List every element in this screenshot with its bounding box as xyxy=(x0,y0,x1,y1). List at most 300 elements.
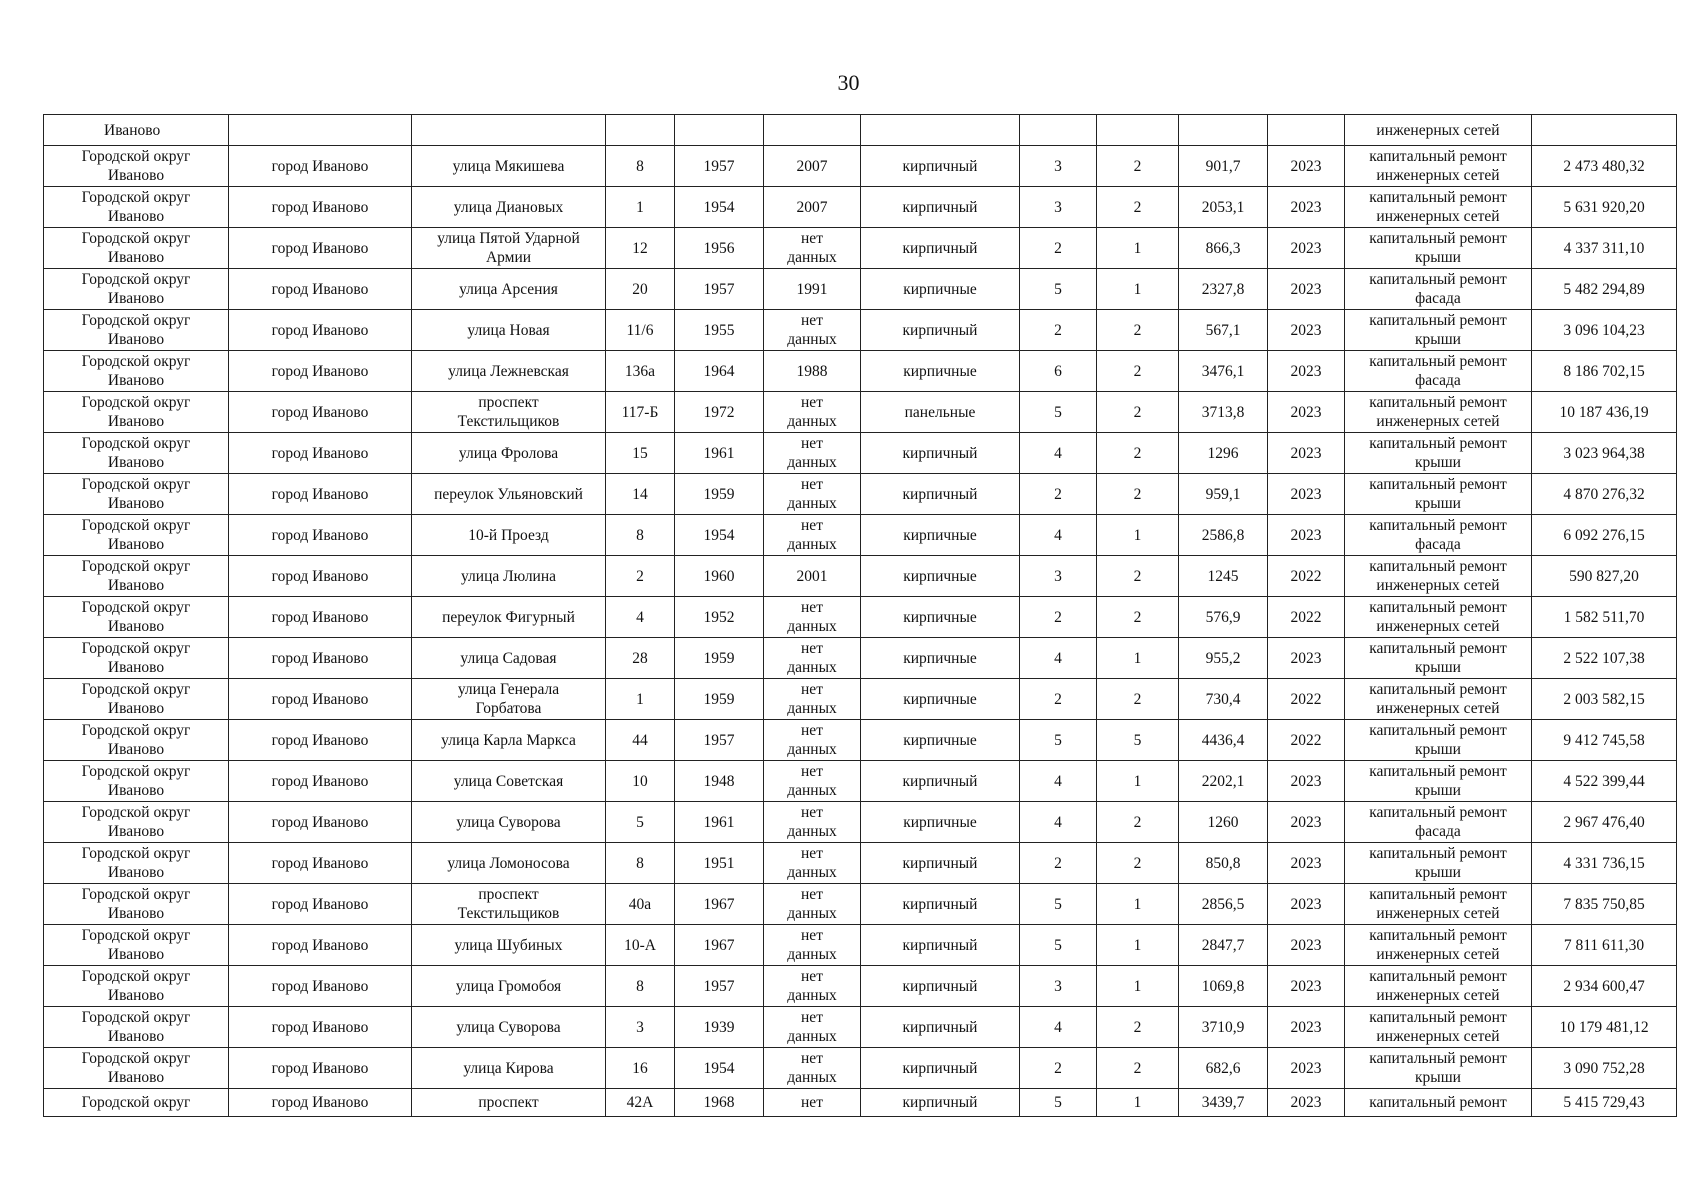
cell-house-number: 4 xyxy=(606,597,675,638)
cell-cost: 10 179 481,12 xyxy=(1532,1007,1677,1048)
cell-year-renovated: нет данных xyxy=(764,433,861,474)
cell-municipality: Городской округ Иваново xyxy=(44,966,229,1007)
cell-street: улица Арсения xyxy=(412,269,606,310)
cell-year-built: 1956 xyxy=(675,228,764,269)
table-row xyxy=(44,392,1677,433)
cell-year-renovated: нет данных xyxy=(764,1048,861,1089)
cell-street: улица Люлина xyxy=(412,556,606,597)
cell-house-number: 11/6 xyxy=(606,310,675,351)
page-number: 30 xyxy=(837,70,860,95)
cell-area: 2327,8 xyxy=(1179,269,1268,310)
cell-settlement xyxy=(229,115,412,146)
cell-year-renovated: нет данных xyxy=(764,925,861,966)
cell-municipality: Городской округ Иваново xyxy=(44,720,229,761)
table-row xyxy=(44,966,1677,1007)
cell-street: улица Советская xyxy=(412,761,606,802)
cell-wall-material: кирпичные xyxy=(861,351,1020,392)
cell-year-renovated: 1991 xyxy=(764,269,861,310)
cell-repair-work: капитальный ремонт инженерных сетей xyxy=(1345,146,1532,187)
cell-repair-year: 2023 xyxy=(1268,761,1345,802)
cell-house-number: 1 xyxy=(606,187,675,228)
cell-settlement: город Иваново xyxy=(229,843,412,884)
cell-house-number: 1 xyxy=(606,679,675,720)
cell-repair-work: капитальный ремонт крыши xyxy=(1345,433,1532,474)
cell-year-built: 1959 xyxy=(675,474,764,515)
cell-floors: 4 xyxy=(1020,515,1097,556)
cell-cost xyxy=(1532,115,1677,146)
cell-year-renovated: нет данных xyxy=(764,392,861,433)
cell-entrances: 1 xyxy=(1097,228,1179,269)
cell-cost: 590 827,20 xyxy=(1532,556,1677,597)
cell-year-renovated: нет данных xyxy=(764,515,861,556)
cell-year-renovated: нет данных xyxy=(764,720,861,761)
table-row xyxy=(44,310,1677,351)
cell-repair-work: капитальный ремонт крыши xyxy=(1345,761,1532,802)
table-row xyxy=(44,679,1677,720)
cell-street: 10-й Проезд xyxy=(412,515,606,556)
cell-wall-material: кирпичный xyxy=(861,1048,1020,1089)
cell-year-built xyxy=(675,115,764,146)
cell-wall-material: кирпичные xyxy=(861,515,1020,556)
cell-house-number: 2 xyxy=(606,556,675,597)
cell-year-built: 1967 xyxy=(675,884,764,925)
table-row xyxy=(44,146,1677,187)
cell-year-built: 1959 xyxy=(675,679,764,720)
cell-floors: 2 xyxy=(1020,843,1097,884)
cell-floors xyxy=(1020,115,1097,146)
cell-entrances: 2 xyxy=(1097,679,1179,720)
cell-floors: 4 xyxy=(1020,802,1097,843)
cell-wall-material: кирпичный xyxy=(861,884,1020,925)
cell-repair-work: капитальный ремонт крыши xyxy=(1345,228,1532,269)
cell-floors: 2 xyxy=(1020,310,1097,351)
cell-street: улица Кирова xyxy=(412,1048,606,1089)
cell-repair-work: капитальный ремонт фасада xyxy=(1345,515,1532,556)
cell-house-number: 10-А xyxy=(606,925,675,966)
table-row xyxy=(44,1089,1677,1117)
cell-entrances: 2 xyxy=(1097,556,1179,597)
cell-repair-year: 2022 xyxy=(1268,679,1345,720)
cell-entrances: 2 xyxy=(1097,802,1179,843)
cell-wall-material: кирпичный xyxy=(861,1089,1020,1117)
cell-settlement: город Иваново xyxy=(229,269,412,310)
cell-year-built: 1954 xyxy=(675,515,764,556)
cell-repair-year: 2023 xyxy=(1268,1089,1345,1117)
cell-area: 2202,1 xyxy=(1179,761,1268,802)
cell-year-built: 1954 xyxy=(675,1048,764,1089)
cell-wall-material: кирпичные xyxy=(861,802,1020,843)
cell-repair-work: капитальный ремонт крыши xyxy=(1345,474,1532,515)
cell-year-built: 1939 xyxy=(675,1007,764,1048)
cell-cost: 8 186 702,15 xyxy=(1532,351,1677,392)
cell-street: улица Садовая xyxy=(412,638,606,679)
cell-repair-year: 2023 xyxy=(1268,310,1345,351)
cell-year-built: 1961 xyxy=(675,802,764,843)
cell-cost: 2 934 600,47 xyxy=(1532,966,1677,1007)
cell-repair-year: 2023 xyxy=(1268,966,1345,1007)
cell-settlement: город Иваново xyxy=(229,433,412,474)
cell-wall-material: кирпичный xyxy=(861,146,1020,187)
cell-year-built: 1972 xyxy=(675,392,764,433)
cell-area: 1069,8 xyxy=(1179,966,1268,1007)
cell-area: 567,1 xyxy=(1179,310,1268,351)
cell-cost: 5 631 920,20 xyxy=(1532,187,1677,228)
table-row xyxy=(44,515,1677,556)
cell-repair-work: капитальный ремонт фасада xyxy=(1345,269,1532,310)
cell-street: улица Суворова xyxy=(412,802,606,843)
cell-cost: 4 337 311,10 xyxy=(1532,228,1677,269)
cell-cost: 9 412 745,58 xyxy=(1532,720,1677,761)
cell-repair-work: капитальный ремонт инженерных сетей xyxy=(1345,966,1532,1007)
cell-cost: 3 096 104,23 xyxy=(1532,310,1677,351)
cell-entrances: 1 xyxy=(1097,761,1179,802)
cell-street: улица Карла Маркса xyxy=(412,720,606,761)
cell-repair-year: 2023 xyxy=(1268,1007,1345,1048)
cell-year-renovated: 2001 xyxy=(764,556,861,597)
cell-year-renovated: нет xyxy=(764,1089,861,1117)
cell-wall-material: кирпичные xyxy=(861,679,1020,720)
table-row xyxy=(44,884,1677,925)
cell-municipality: Городской округ Иваново xyxy=(44,351,229,392)
cell-settlement: город Иваново xyxy=(229,187,412,228)
cell-repair-year: 2023 xyxy=(1268,515,1345,556)
cell-floors: 4 xyxy=(1020,761,1097,802)
cell-municipality: Городской округ Иваново xyxy=(44,1007,229,1048)
cell-floors: 5 xyxy=(1020,269,1097,310)
cell-area: 955,2 xyxy=(1179,638,1268,679)
cell-house-number: 12 xyxy=(606,228,675,269)
cell-cost: 2 473 480,32 xyxy=(1532,146,1677,187)
cell-repair-year: 2023 xyxy=(1268,392,1345,433)
cell-settlement: город Иваново xyxy=(229,884,412,925)
cell-house-number: 40а xyxy=(606,884,675,925)
cell-wall-material: кирпичный xyxy=(861,1007,1020,1048)
cell-year-renovated: нет данных xyxy=(764,884,861,925)
housing-repair-table xyxy=(43,114,1677,1117)
cell-area: 901,7 xyxy=(1179,146,1268,187)
cell-entrances: 2 xyxy=(1097,474,1179,515)
cell-year-built: 1957 xyxy=(675,720,764,761)
cell-repair-work: капитальный ремонт инженерных сетей xyxy=(1345,556,1532,597)
cell-area xyxy=(1179,115,1268,146)
cell-area: 850,8 xyxy=(1179,843,1268,884)
cell-repair-year: 2023 xyxy=(1268,884,1345,925)
cell-house-number: 8 xyxy=(606,966,675,1007)
cell-year-renovated xyxy=(764,115,861,146)
cell-repair-year: 2023 xyxy=(1268,925,1345,966)
cell-settlement: город Иваново xyxy=(229,761,412,802)
cell-year-renovated: нет данных xyxy=(764,597,861,638)
cell-cost: 7 835 750,85 xyxy=(1532,884,1677,925)
cell-wall-material: панельные xyxy=(861,392,1020,433)
cell-repair-work: капитальный ремонт крыши xyxy=(1345,310,1532,351)
cell-settlement: город Иваново xyxy=(229,228,412,269)
cell-cost: 7 811 611,30 xyxy=(1532,925,1677,966)
cell-settlement: город Иваново xyxy=(229,556,412,597)
cell-street: улица Диановых xyxy=(412,187,606,228)
cell-street xyxy=(412,115,606,146)
cell-entrances: 2 xyxy=(1097,310,1179,351)
cell-area: 1260 xyxy=(1179,802,1268,843)
cell-area: 730,4 xyxy=(1179,679,1268,720)
table-row xyxy=(44,843,1677,884)
cell-street: переулок Ульяновский xyxy=(412,474,606,515)
table-row xyxy=(44,187,1677,228)
cell-year-built: 1952 xyxy=(675,597,764,638)
cell-area: 2586,8 xyxy=(1179,515,1268,556)
cell-municipality: Иваново xyxy=(44,115,229,146)
cell-settlement: город Иваново xyxy=(229,1089,412,1117)
cell-repair-year: 2022 xyxy=(1268,597,1345,638)
cell-wall-material: кирпичный xyxy=(861,310,1020,351)
cell-repair-year: 2023 xyxy=(1268,433,1345,474)
cell-cost: 3 023 964,38 xyxy=(1532,433,1677,474)
cell-entrances: 2 xyxy=(1097,392,1179,433)
cell-street: проспект xyxy=(412,1089,606,1117)
cell-cost: 10 187 436,19 xyxy=(1532,392,1677,433)
cell-house-number xyxy=(606,115,675,146)
cell-year-renovated: нет данных xyxy=(764,474,861,515)
cell-repair-year: 2023 xyxy=(1268,228,1345,269)
cell-cost: 1 582 511,70 xyxy=(1532,597,1677,638)
cell-house-number: 14 xyxy=(606,474,675,515)
cell-area: 2053,1 xyxy=(1179,187,1268,228)
cell-municipality: Городской округ Иваново xyxy=(44,638,229,679)
cell-repair-work: капитальный ремонт крыши xyxy=(1345,720,1532,761)
cell-entrances: 2 xyxy=(1097,843,1179,884)
cell-area: 1245 xyxy=(1179,556,1268,597)
cell-year-built: 1957 xyxy=(675,269,764,310)
cell-area: 1296 xyxy=(1179,433,1268,474)
cell-year-built: 1959 xyxy=(675,638,764,679)
cell-entrances: 2 xyxy=(1097,351,1179,392)
cell-floors: 6 xyxy=(1020,351,1097,392)
cell-repair-work: капитальный ремонт инженерных сетей xyxy=(1345,925,1532,966)
cell-entrances: 1 xyxy=(1097,925,1179,966)
cell-wall-material: кирпичный xyxy=(861,966,1020,1007)
cell-house-number: 5 xyxy=(606,802,675,843)
table-row xyxy=(44,556,1677,597)
cell-cost: 2 003 582,15 xyxy=(1532,679,1677,720)
cell-entrances: 1 xyxy=(1097,884,1179,925)
cell-repair-work: капитальный ремонт инженерных сетей xyxy=(1345,1007,1532,1048)
cell-floors: 3 xyxy=(1020,556,1097,597)
table-body xyxy=(44,115,1677,1117)
cell-wall-material: кирпичный xyxy=(861,228,1020,269)
cell-repair-year: 2023 xyxy=(1268,351,1345,392)
cell-house-number: 136а xyxy=(606,351,675,392)
table-row xyxy=(44,761,1677,802)
cell-floors: 2 xyxy=(1020,474,1097,515)
cell-settlement: город Иваново xyxy=(229,474,412,515)
cell-street: проспект Текстильщиков xyxy=(412,884,606,925)
cell-street: улица Генерала Горбатова xyxy=(412,679,606,720)
table-row xyxy=(44,1007,1677,1048)
cell-entrances: 2 xyxy=(1097,187,1179,228)
cell-year-built: 1968 xyxy=(675,1089,764,1117)
cell-area: 959,1 xyxy=(1179,474,1268,515)
cell-year-renovated: 2007 xyxy=(764,187,861,228)
cell-area: 866,3 xyxy=(1179,228,1268,269)
cell-house-number: 10 xyxy=(606,761,675,802)
cell-entrances: 2 xyxy=(1097,146,1179,187)
cell-floors: 5 xyxy=(1020,392,1097,433)
cell-settlement: город Иваново xyxy=(229,802,412,843)
cell-year-renovated: нет данных xyxy=(764,310,861,351)
cell-settlement: город Иваново xyxy=(229,597,412,638)
cell-settlement: город Иваново xyxy=(229,392,412,433)
cell-entrances: 1 xyxy=(1097,515,1179,556)
cell-entrances: 1 xyxy=(1097,1089,1179,1117)
cell-municipality: Городской округ Иваново xyxy=(44,515,229,556)
cell-repair-year: 2022 xyxy=(1268,556,1345,597)
cell-wall-material: кирпичные xyxy=(861,597,1020,638)
table-row xyxy=(44,1048,1677,1089)
cell-floors: 4 xyxy=(1020,638,1097,679)
cell-house-number: 15 xyxy=(606,433,675,474)
table-row xyxy=(44,474,1677,515)
cell-settlement: город Иваново xyxy=(229,310,412,351)
cell-year-renovated: 1988 xyxy=(764,351,861,392)
cell-street: улица Лежневская xyxy=(412,351,606,392)
table-row xyxy=(44,720,1677,761)
cell-floors: 5 xyxy=(1020,720,1097,761)
cell-house-number: 44 xyxy=(606,720,675,761)
cell-street: улица Суворова xyxy=(412,1007,606,1048)
cell-floors: 3 xyxy=(1020,966,1097,1007)
cell-repair-year: 2022 xyxy=(1268,720,1345,761)
cell-cost: 5 482 294,89 xyxy=(1532,269,1677,310)
cell-settlement: город Иваново xyxy=(229,638,412,679)
cell-street: улица Ломоносова xyxy=(412,843,606,884)
cell-repair-work: капитальный ремонт крыши xyxy=(1345,638,1532,679)
cell-wall-material xyxy=(861,115,1020,146)
cell-repair-work: капитальный ремонт фасада xyxy=(1345,802,1532,843)
cell-house-number: 42А xyxy=(606,1089,675,1117)
table-row xyxy=(44,597,1677,638)
cell-repair-work: капитальный ремонт инженерных сетей xyxy=(1345,187,1532,228)
cell-municipality: Городской округ Иваново xyxy=(44,925,229,966)
cell-floors: 2 xyxy=(1020,1048,1097,1089)
cell-year-renovated: нет данных xyxy=(764,679,861,720)
cell-repair-year: 2023 xyxy=(1268,1048,1345,1089)
cell-municipality: Городской округ Иваново xyxy=(44,433,229,474)
cell-street: улица Шубиных xyxy=(412,925,606,966)
cell-entrances: 2 xyxy=(1097,1007,1179,1048)
cell-entrances: 5 xyxy=(1097,720,1179,761)
cell-street: улица Пятой Ударной Армии xyxy=(412,228,606,269)
cell-area: 4436,4 xyxy=(1179,720,1268,761)
cell-settlement: город Иваново xyxy=(229,146,412,187)
cell-floors: 2 xyxy=(1020,597,1097,638)
cell-settlement: город Иваново xyxy=(229,925,412,966)
cell-municipality: Городской округ Иваново xyxy=(44,269,229,310)
cell-entrances: 1 xyxy=(1097,638,1179,679)
cell-municipality: Городской округ Иваново xyxy=(44,802,229,843)
cell-floors: 4 xyxy=(1020,1007,1097,1048)
cell-cost: 5 415 729,43 xyxy=(1532,1089,1677,1117)
cell-entrances: 2 xyxy=(1097,597,1179,638)
cell-repair-work: капитальный ремонт инженерных сетей xyxy=(1345,679,1532,720)
cell-street: улица Новая xyxy=(412,310,606,351)
cell-entrances: 2 xyxy=(1097,1048,1179,1089)
cell-floors: 2 xyxy=(1020,679,1097,720)
cell-street: проспект Текстильщиков xyxy=(412,392,606,433)
cell-year-renovated: нет данных xyxy=(764,966,861,1007)
cell-repair-work: капитальный ремонт инженерных сетей xyxy=(1345,597,1532,638)
cell-municipality: Городской округ Иваново xyxy=(44,310,229,351)
cell-year-built: 1960 xyxy=(675,556,764,597)
cell-floors: 5 xyxy=(1020,925,1097,966)
table-row xyxy=(44,925,1677,966)
cell-floors: 5 xyxy=(1020,884,1097,925)
cell-year-renovated: нет данных xyxy=(764,1007,861,1048)
cell-house-number: 16 xyxy=(606,1048,675,1089)
cell-repair-year: 2023 xyxy=(1268,269,1345,310)
cell-year-built: 1955 xyxy=(675,310,764,351)
cell-settlement: город Иваново xyxy=(229,1048,412,1089)
cell-repair-work: капитальный ремонт xyxy=(1345,1089,1532,1117)
cell-municipality: Городской округ Иваново xyxy=(44,474,229,515)
cell-cost: 4 522 399,44 xyxy=(1532,761,1677,802)
cell-municipality: Городской округ xyxy=(44,1089,229,1117)
cell-floors: 3 xyxy=(1020,146,1097,187)
cell-house-number: 8 xyxy=(606,515,675,556)
cell-house-number: 28 xyxy=(606,638,675,679)
table-row xyxy=(44,269,1677,310)
cell-year-built: 1954 xyxy=(675,187,764,228)
cell-street: улица Громобоя xyxy=(412,966,606,1007)
cell-repair-work: капитальный ремонт крыши xyxy=(1345,1048,1532,1089)
cell-repair-year: 2023 xyxy=(1268,187,1345,228)
cell-year-renovated: 2007 xyxy=(764,146,861,187)
cell-wall-material: кирпичный xyxy=(861,433,1020,474)
cell-repair-year: 2023 xyxy=(1268,638,1345,679)
cell-municipality: Городской округ Иваново xyxy=(44,228,229,269)
cell-year-built: 1948 xyxy=(675,761,764,802)
cell-floors: 3 xyxy=(1020,187,1097,228)
cell-floors: 4 xyxy=(1020,433,1097,474)
cell-wall-material: кирпичный xyxy=(861,187,1020,228)
cell-wall-material: кирпичный xyxy=(861,843,1020,884)
cell-municipality: Городской округ Иваново xyxy=(44,1048,229,1089)
cell-year-renovated: нет данных xyxy=(764,802,861,843)
cell-municipality: Городской округ Иваново xyxy=(44,884,229,925)
cell-municipality: Городской округ Иваново xyxy=(44,392,229,433)
cell-cost: 3 090 752,28 xyxy=(1532,1048,1677,1089)
cell-year-renovated: нет данных xyxy=(764,843,861,884)
cell-year-built: 1951 xyxy=(675,843,764,884)
cell-municipality: Городской округ Иваново xyxy=(44,556,229,597)
cell-area: 3710,9 xyxy=(1179,1007,1268,1048)
cell-entrances: 1 xyxy=(1097,269,1179,310)
cell-municipality: Городской округ Иваново xyxy=(44,146,229,187)
cell-wall-material: кирпичный xyxy=(861,474,1020,515)
cell-repair-year: 2023 xyxy=(1268,843,1345,884)
cell-year-renovated: нет данных xyxy=(764,638,861,679)
cell-wall-material: кирпичные xyxy=(861,638,1020,679)
cell-wall-material: кирпичные xyxy=(861,720,1020,761)
cell-cost: 4 331 736,15 xyxy=(1532,843,1677,884)
table-row xyxy=(44,351,1677,392)
cell-municipality: Городской округ Иваново xyxy=(44,761,229,802)
cell-year-renovated: нет данных xyxy=(764,228,861,269)
cell-municipality: Городской округ Иваново xyxy=(44,843,229,884)
cell-area: 2847,7 xyxy=(1179,925,1268,966)
cell-settlement: город Иваново xyxy=(229,1007,412,1048)
table-row xyxy=(44,433,1677,474)
cell-house-number: 20 xyxy=(606,269,675,310)
